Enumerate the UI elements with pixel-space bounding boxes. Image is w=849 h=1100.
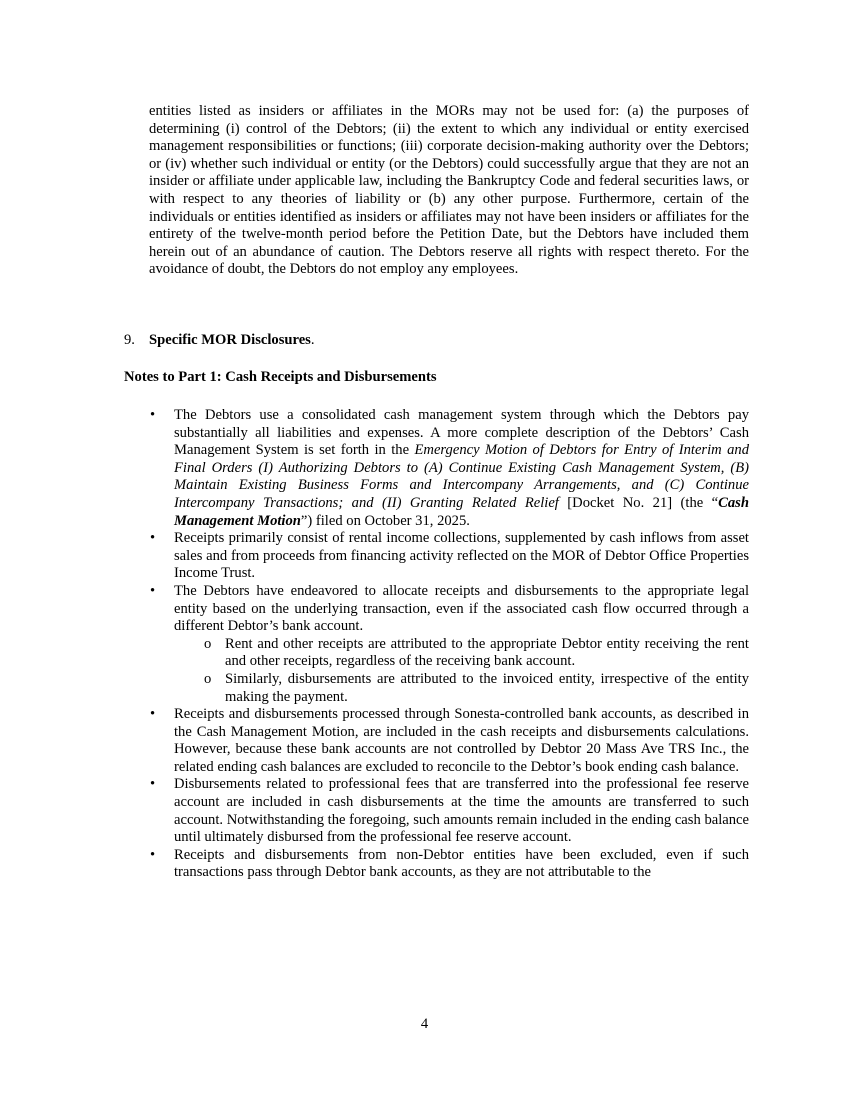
list-item: • Receipts and disbursements processed through Sonesta-controlled bank accounts, as described in the Cash Management Motion, are included in the cash receipts and disbursements calculations. However, because these bank accounts are not controlled by Debtor 20 Mass Ave TRS Inc., the related ending cash balances are excluded to reconcile to the Debtor’s book ending cash balance.: [174, 706, 749, 776]
bullet3-text: The Debtors have endeavored to allocate receipts and disbursements to the appropriate legal entity based on the underlying transaction, even if the associated cash flow occurred through a different Debtor’s bank account.: [174, 582, 749, 635]
sub-list-item: o Similarly, disbursements are attributed to the invoiced entity, irrespective of the entity making the payment.: [225, 671, 749, 706]
sub-list-item: o Rent and other receipts are attributed to the appropriate Debtor entity receiving the rent and other receipts, regardless of the receiving bank account.: [225, 636, 749, 671]
list-item: [174, 407, 749, 530]
bullet1-text-c: ”) filed on October 31, 2025.: [300, 512, 470, 529]
page-number: 4: [420, 1016, 429, 1032]
bullet1-text-a: The Debtors use a consolidated cash management system through which the Debtors pay substantially all liabilities and expenses. A more complete description of the Debtors’ Cash Management System is set forth in the: [174, 407, 749, 459]
section-heading: [124, 332, 315, 350]
list-item: • Disbursements related to professional fees that are transferred into the professional fee reserve account are included in cash disbursements at the time the amounts are transferred to such account. Notwithstanding the foregoing, such amounts remain included in the ending cash balance until ultimately disbursed from the professional fee reserve account.: [174, 776, 749, 846]
bullet1-text-b: [Docket No. 21] (the “: [558, 494, 719, 511]
bullet-list: [174, 407, 749, 882]
list-item: • Receipts primarily consist of rental income collections, supplemented by cash inflows from asset sales and from proceeds from financing activity reflected on the MOR of Debtor Office Properties Income Trust.: [174, 530, 749, 583]
sub-list: [225, 636, 749, 706]
list-item: • Receipts and disbursements from non-Debtor entities have been excluded, even if such transactions pass through Debtor bank accounts, as they are not attributable to the: [174, 847, 749, 882]
section-title-suffix: .: [310, 332, 315, 348]
section-number: 9.: [124, 332, 135, 348]
section-title: Specific MOR Disclosures: [149, 332, 311, 348]
motion-title: Emergency Motion of Debtors for Entry of Interim and Final Orders (I) Authorizing Debtors to (A) Continue Existing Cash Management System, (B) Maintain Existing Business Forms and Intercompany Arrangements, and (C) Continue Intercompany Transactions; and (II) Granting Related Relief: [174, 442, 749, 511]
defined-term: Cash Management Motion: [174, 494, 749, 529]
intro-paragraph: entities listed as insiders or affiliates in the MORs may not be used for: (a) the purposes of determining (i) control of the Debtors; (ii) the extent to which any individual or entity exercised management responsibilities or functions; (iii) corporate decision-making authority over the Debtors; or (iv) whether such individual or entity (or the Debtors) could successfully argue that they are not an insider or affiliate under applicable law, including the Bankruptcy Code and federal securities laws, or with respect to any theories of liability or (b) any other purpose. Furthermore, certain of the individuals or entities identified as insiders or affiliates may not have been insiders or affiliates for the entirety of the twelve-month period before the Petition Date, but the Debtors have included them herein out of an abundance of caution. The Debtors reserve all rights with respect thereto. For the avoidance of doubt, the Debtors do not employ any employees.: [149, 103, 749, 278]
subheading: Notes to Part 1: Cash Receipts and Disbursements: [124, 369, 437, 385]
list-item: [174, 583, 749, 706]
